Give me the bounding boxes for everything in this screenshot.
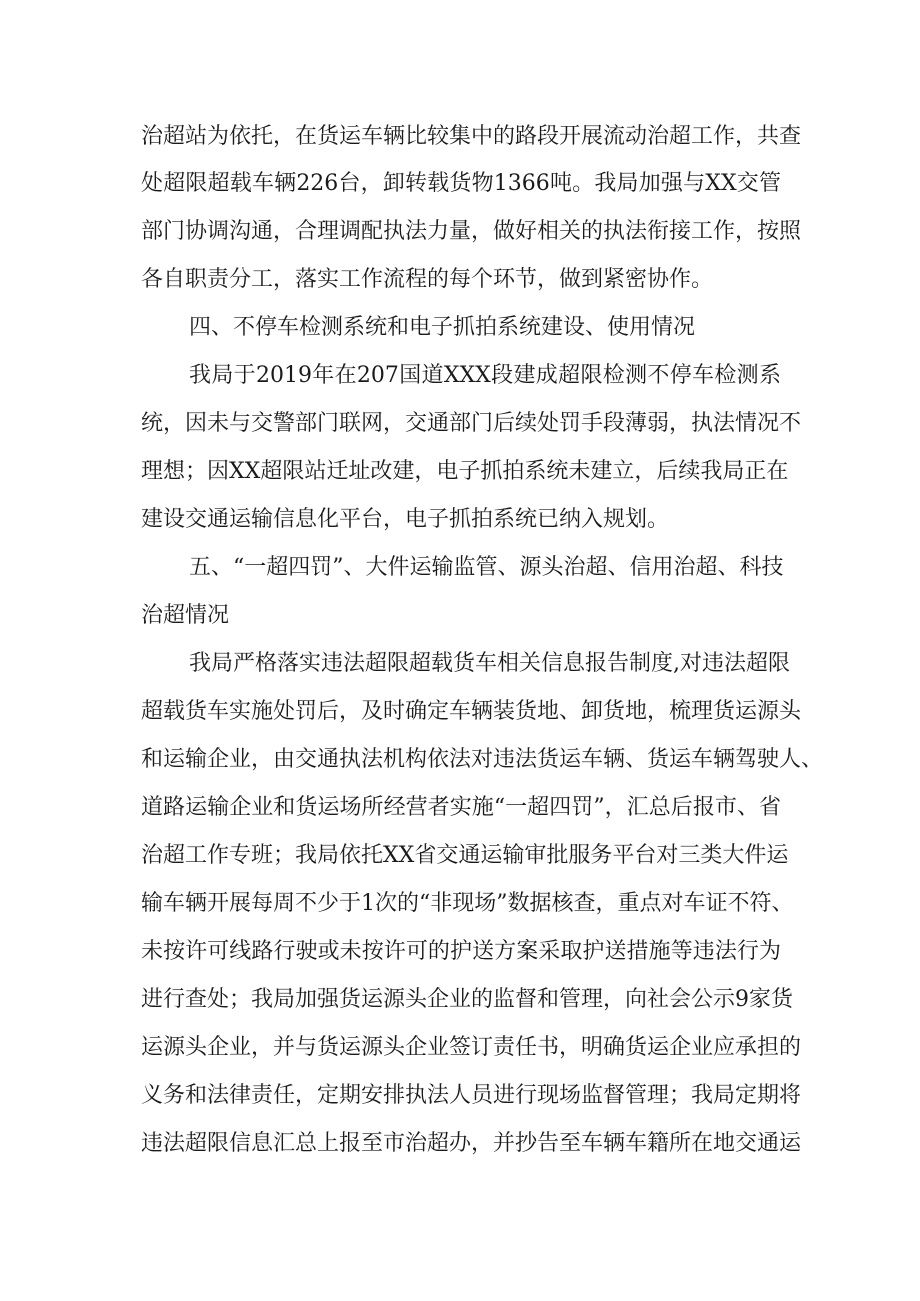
paragraph-line: 未按许可线路行驶或未按许可的护送方案采取护送措施等违法行为 bbox=[141, 939, 781, 964]
paragraph-line: 理想；因XX超限站迁址改建，电子抓拍系统未建立，后续我局正在 bbox=[141, 459, 789, 484]
paragraph-line: 义务和法律责任，定期安排执法人员进行现场监督管理；我局定期将 bbox=[141, 1083, 802, 1108]
paragraph-line: 处超限超载车辆226台，卸转载货物1366吨。我局加强与XX交管 bbox=[141, 171, 781, 196]
section-heading-continued: 治超情况 bbox=[141, 603, 230, 628]
section-heading: 五、“一超四罚”、大件运输监管、源头治超、信用治超、科技 bbox=[189, 555, 784, 580]
paragraph-line: 治超站为依托，在货运车辆比较集中的路段开展流动治超工作，共查 bbox=[141, 124, 802, 149]
paragraph-line: 输车辆开展每周不少于1次的“非现场”数据核查，重点对车证不符、 bbox=[141, 891, 794, 916]
paragraph-line: 各自职责分工，落实工作流程的每个环节，做到紧密协作。 bbox=[141, 267, 714, 292]
paragraph-line: 我局于2019年在207国道XXX段建成超限检测不停车检测系 bbox=[189, 363, 781, 388]
paragraph-line: 道路运输企业和货运场所经营者实施“一超四罚”，汇总后报市、省 bbox=[141, 795, 781, 820]
paragraph-line: 统，因未与交警部门联网，交通部门后续处罚手段薄弱，执法情况不 bbox=[141, 411, 802, 436]
section-heading: 四、不停车检测系统和电子抓拍系统建设、使用情况 bbox=[189, 315, 696, 340]
paragraph-line: 超载货车实施处罚后，及时确定车辆装货地、卸货地，梳理货运源头 bbox=[141, 699, 802, 724]
paragraph-line: 违法超限信息汇总上报至市治超办，并抄告至车辆车籍所在地交通运 bbox=[141, 1131, 802, 1156]
paragraph-line: 建设交通运输信息化平台，电子抓拍系统已纳入规划。 bbox=[141, 507, 670, 532]
paragraph-line: 我局严格落实违法超限超载货车相关信息报告制度,对违法超限 bbox=[189, 651, 790, 676]
paragraph-line: 和运输企业，由交通执法机构依法对违法货运车辆、货运车辆驾驶人、 bbox=[141, 747, 824, 772]
paragraph-line: 部门协调沟通，合理调配执法力量，做好相关的执法衔接工作，按照 bbox=[141, 219, 802, 244]
paragraph-line: 进行查处；我局加强货运源头企业的监督和管理，向社会公示9家货 bbox=[141, 987, 793, 1012]
paragraph-line: 治超工作专班；我局依托XX省交通运输审批服务平台对三类大件运 bbox=[141, 843, 789, 868]
paragraph-line: 运源头企业，并与货运源头企业签订责任书，明确货运企业应承担的 bbox=[141, 1035, 802, 1060]
